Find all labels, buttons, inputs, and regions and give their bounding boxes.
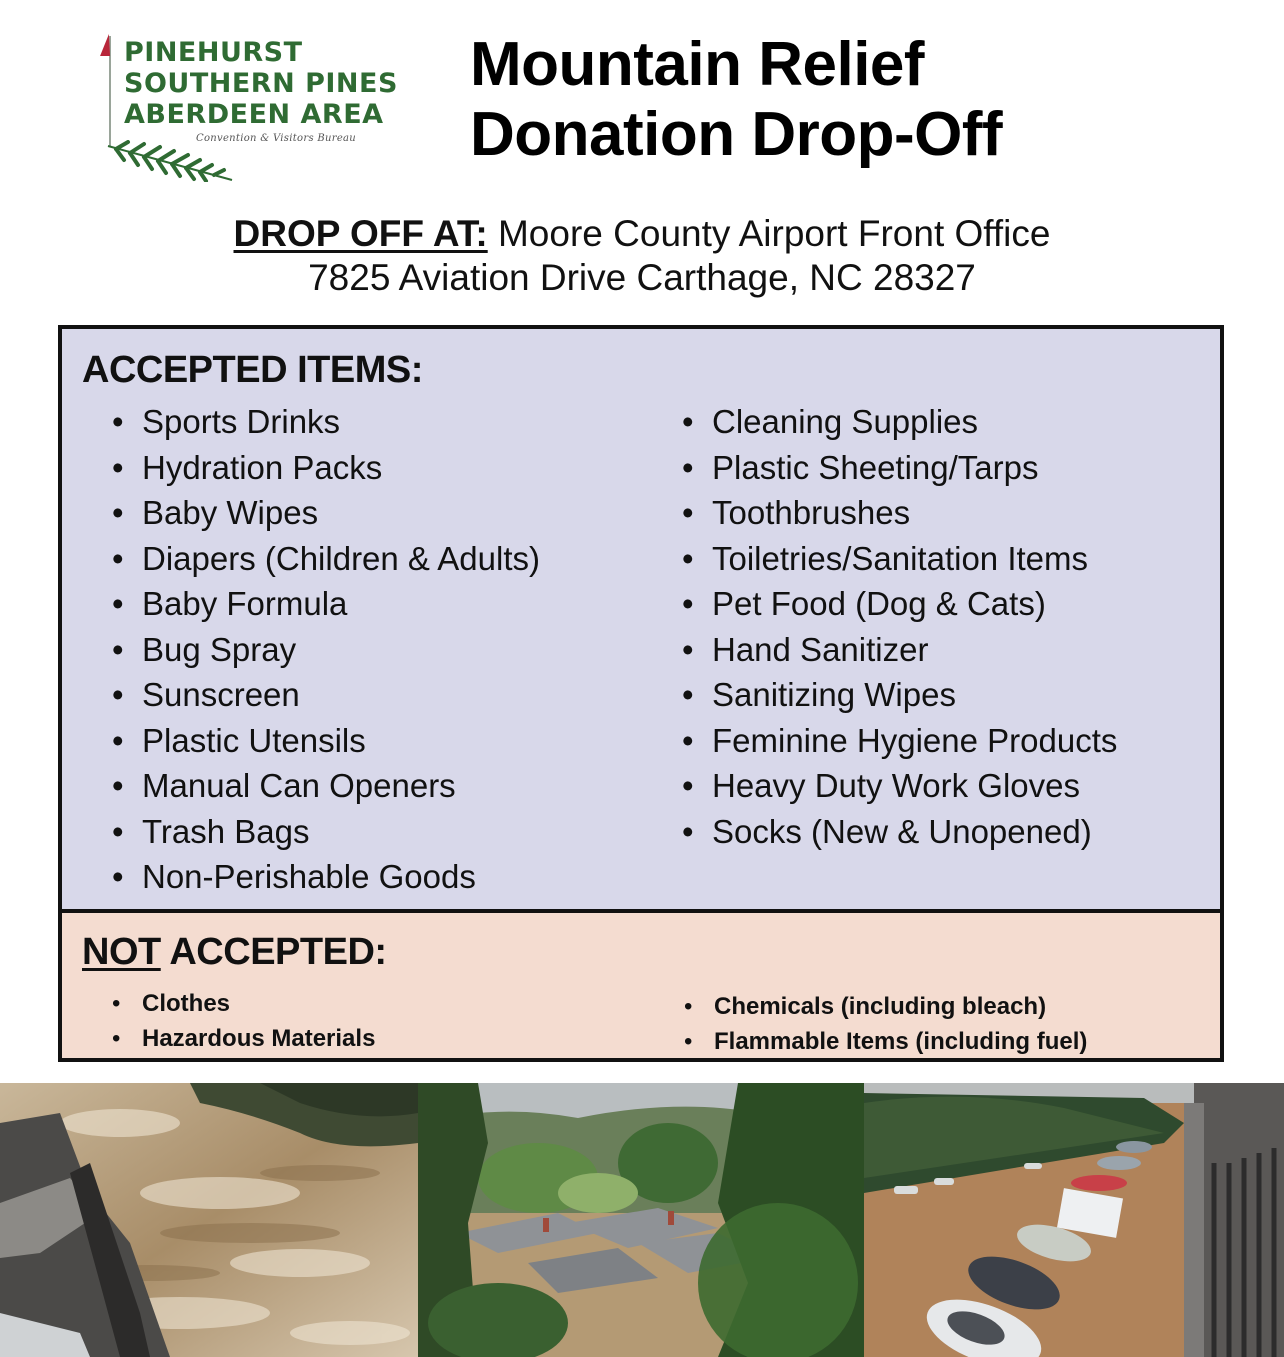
list-item: • Flammable Items (including fuel): [684, 1024, 1087, 1059]
list-item: • Bug Spray: [112, 627, 540, 673]
list-item: • Hand Sanitizer: [682, 627, 1117, 673]
not-accepted-list-col2: [684, 989, 1087, 1059]
title-line-1: Mountain Relief: [470, 30, 925, 99]
golf-flag-icon: [100, 34, 114, 56]
list-item: • Plastic Sheeting/Tarps: [682, 445, 1117, 491]
list-item: • Toiletries/Sanitation Items: [682, 536, 1117, 582]
header: [0, 0, 1284, 200]
list-item: • Plastic Utensils: [112, 718, 540, 764]
dropoff-location-line: [0, 212, 1284, 256]
title-line-2: Donation Drop-Off: [470, 100, 1003, 169]
not-accepted-heading-rest: ACCEPTED:: [160, 931, 387, 973]
list-item: • Toothbrushes: [682, 490, 1117, 536]
list-item: • Hazardous Materials: [112, 1021, 375, 1056]
list-item: • Pet Food (Dog & Cats): [682, 581, 1117, 627]
accepted-heading: ACCEPTED ITEMS:: [82, 349, 423, 391]
accepted-list-col2: [682, 399, 1117, 854]
flooded-rooftops-photo: [418, 1083, 864, 1357]
dropoff-address: 7825 Aviation Drive Carthage, NC 28327: [308, 257, 976, 298]
list-item: • Diapers (Children & Adults): [112, 536, 540, 582]
logo-line-2: SOUTHERN PINES: [124, 68, 398, 99]
list-item: • Manual Can Openers: [112, 763, 540, 809]
dropoff-location: Moore County Airport Front Office: [497, 213, 1051, 254]
dropoff-info: [0, 212, 1284, 300]
pine-branch-icon: [106, 140, 236, 182]
logo-tagline: Convention & Visitors Bureau: [196, 133, 357, 144]
list-item: • Chemicals (including bleach): [684, 989, 1087, 1024]
list-item: • Sports Drinks: [112, 399, 540, 445]
dropoff-label: DROP OFF AT:: [233, 213, 488, 254]
items-box: [58, 325, 1224, 1062]
list-item: • Socks (New & Unopened): [682, 809, 1117, 855]
not-accepted-heading-emphasis: NOT: [82, 931, 161, 973]
accepted-list-col1: [112, 399, 540, 900]
logo: [96, 28, 416, 188]
list-item: • Non-Perishable Goods: [112, 854, 540, 900]
not-accepted-heading: [82, 931, 387, 974]
list-item: • Sanitizing Wipes: [682, 672, 1117, 718]
accepted-section: [62, 329, 1220, 909]
list-item: • Baby Formula: [112, 581, 540, 627]
not-accepted-list-col1: [112, 986, 375, 1056]
list-item: • Sunscreen: [112, 672, 540, 718]
list-item: • Hydration Packs: [112, 445, 540, 491]
list-item: • Heavy Duty Work Gloves: [682, 763, 1117, 809]
photo-strip: [0, 1083, 1284, 1357]
flood-rapids-photo: [0, 1083, 418, 1357]
list-item: • Cleaning Supplies: [682, 399, 1117, 445]
list-item: • Baby Wipes: [112, 490, 540, 536]
page-title: [470, 30, 1002, 170]
logo-line-1: PINEHURST: [124, 37, 303, 68]
list-item: • Trash Bags: [112, 809, 540, 855]
not-accepted-section: [62, 913, 1220, 1058]
flooded-parking-lot-photo: [864, 1083, 1284, 1357]
logo-line-3: ABERDEEN AREA: [124, 99, 384, 130]
list-item: • Feminine Hygiene Products: [682, 718, 1117, 764]
list-item: • Clothes: [112, 986, 375, 1021]
